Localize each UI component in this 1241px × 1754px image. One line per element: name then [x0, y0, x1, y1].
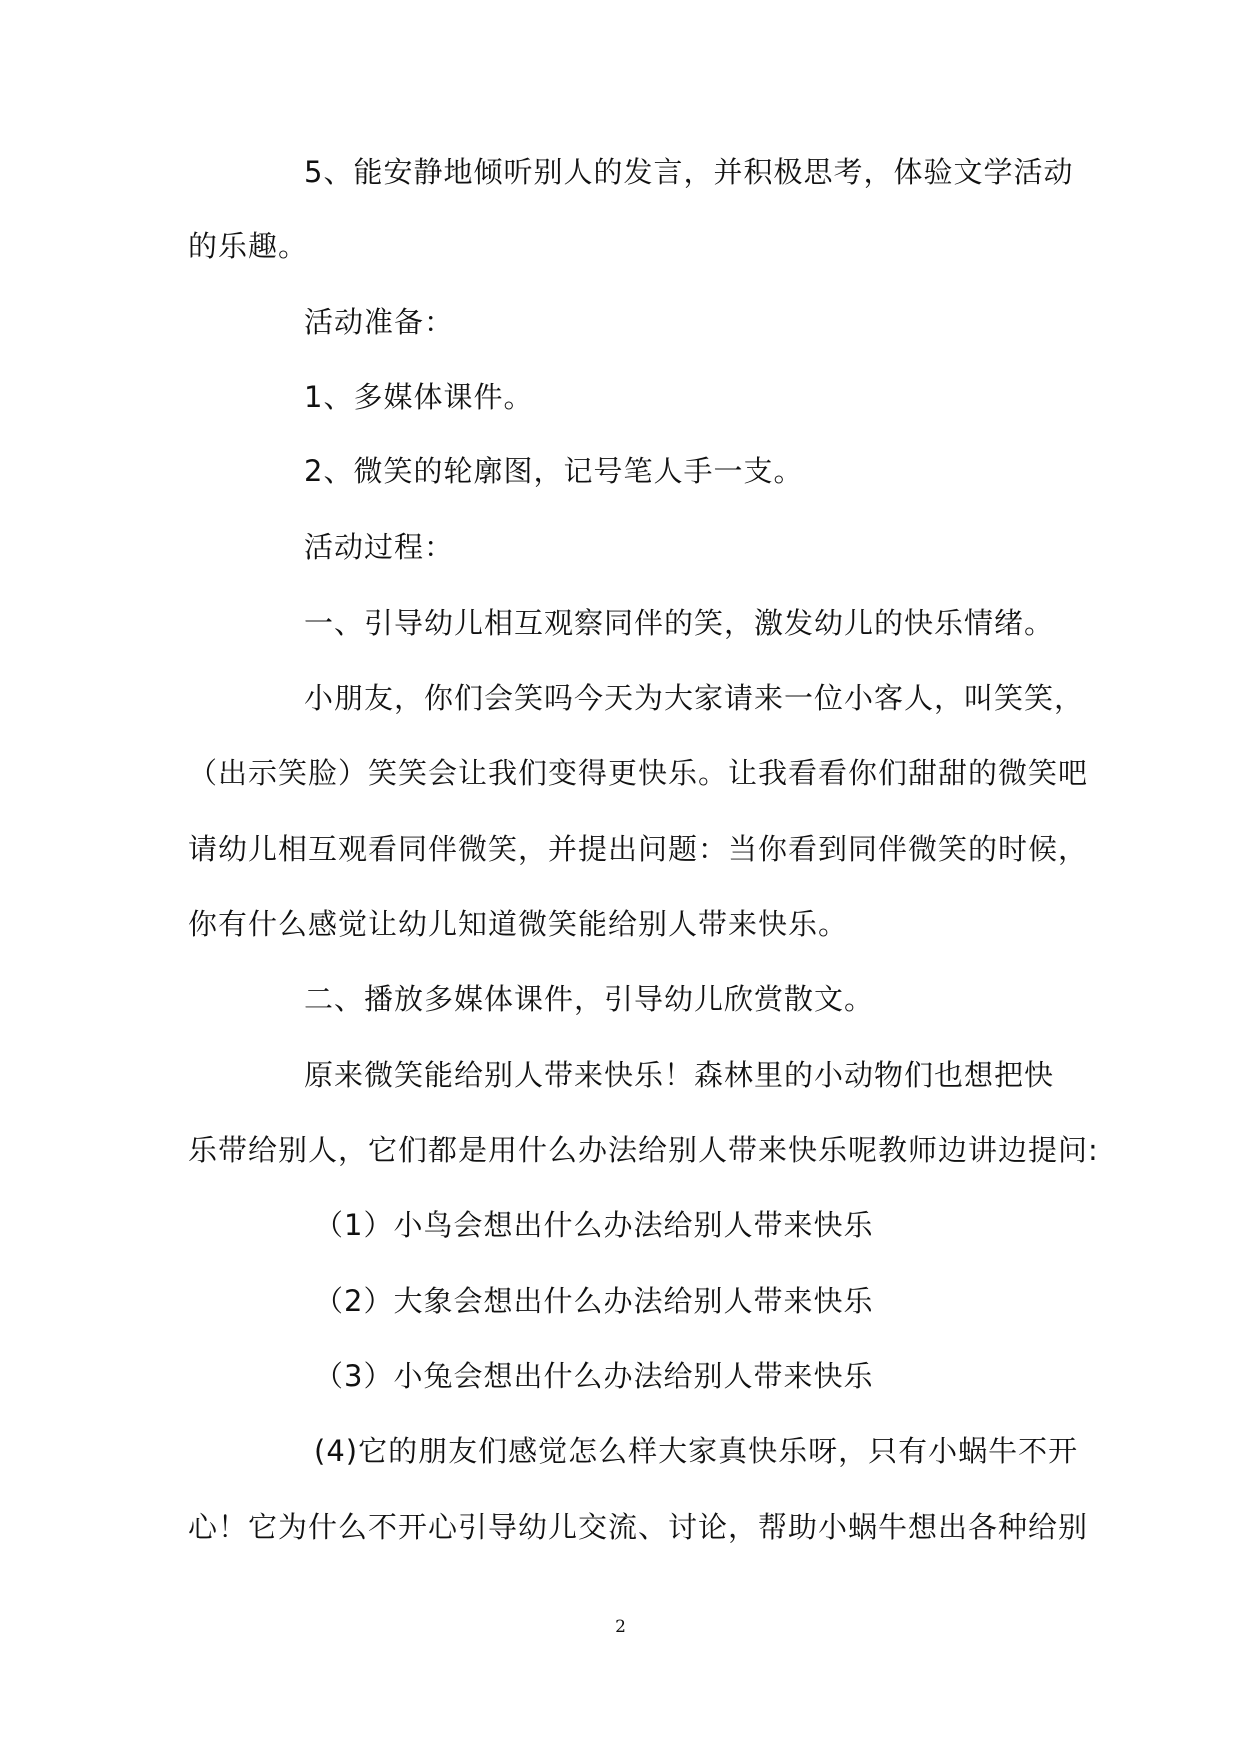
question-item: （3）小兔会想出什么办法给别人带来快乐 — [314, 1359, 874, 1393]
paragraph-line: 原来微笑能给别人带来快乐！森林里的小动物们也想把快 — [304, 1058, 1055, 1092]
step-heading: 二、播放多媒体课件，引导幼儿欣赏散文。 — [304, 982, 875, 1016]
paragraph-line: 心！它为什么不开心引导幼儿交流、讨论，帮助小蜗牛想出各种给别 — [188, 1510, 1089, 1544]
question-item: （2）大象会想出什么办法给别人带来快乐 — [314, 1284, 874, 1318]
paragraph-line: 请幼儿相互观看同伴微笑，并提出问题：当你看到同伴微笑的时候， — [188, 832, 1089, 866]
paragraph-line: 小朋友，你们会笑吗今天为大家请来一位小客人，叫笑笑， — [304, 681, 1085, 715]
list-item: 1、多媒体课件。 — [304, 380, 534, 414]
section-heading: 活动准备： — [304, 305, 455, 339]
paragraph-line: 你有什么感觉让幼儿知道微笑能给别人带来快乐。 — [188, 907, 849, 941]
paragraph-line: 5、能安静地倾听别人的发言，并积极思考，体验文学活动 — [304, 155, 1074, 189]
list-item: 2、微笑的轮廓图，记号笔人手一支。 — [304, 454, 804, 488]
paragraph-line: 乐带给别人，它们都是用什么办法给别人带来快乐呢教师边讲边提问: — [188, 1133, 1099, 1167]
section-heading: 活动过程： — [304, 530, 455, 564]
paragraph-line: （出示笑脸）笑笑会让我们变得更快乐。让我看看你们甜甜的微笑吧 — [188, 756, 1089, 790]
question-item: (4)它的朋友们感觉怎么样大家真快乐呀，只有小蜗牛不开 — [314, 1434, 1079, 1468]
step-heading: 一、引导幼儿相互观察同伴的笑，激发幼儿的快乐情绪。 — [304, 606, 1055, 640]
question-item: （1）小鸟会想出什么办法给别人带来快乐 — [314, 1208, 874, 1242]
paragraph-line: 的乐趣。 — [188, 229, 309, 263]
page-number: 2 — [615, 1617, 626, 1637]
